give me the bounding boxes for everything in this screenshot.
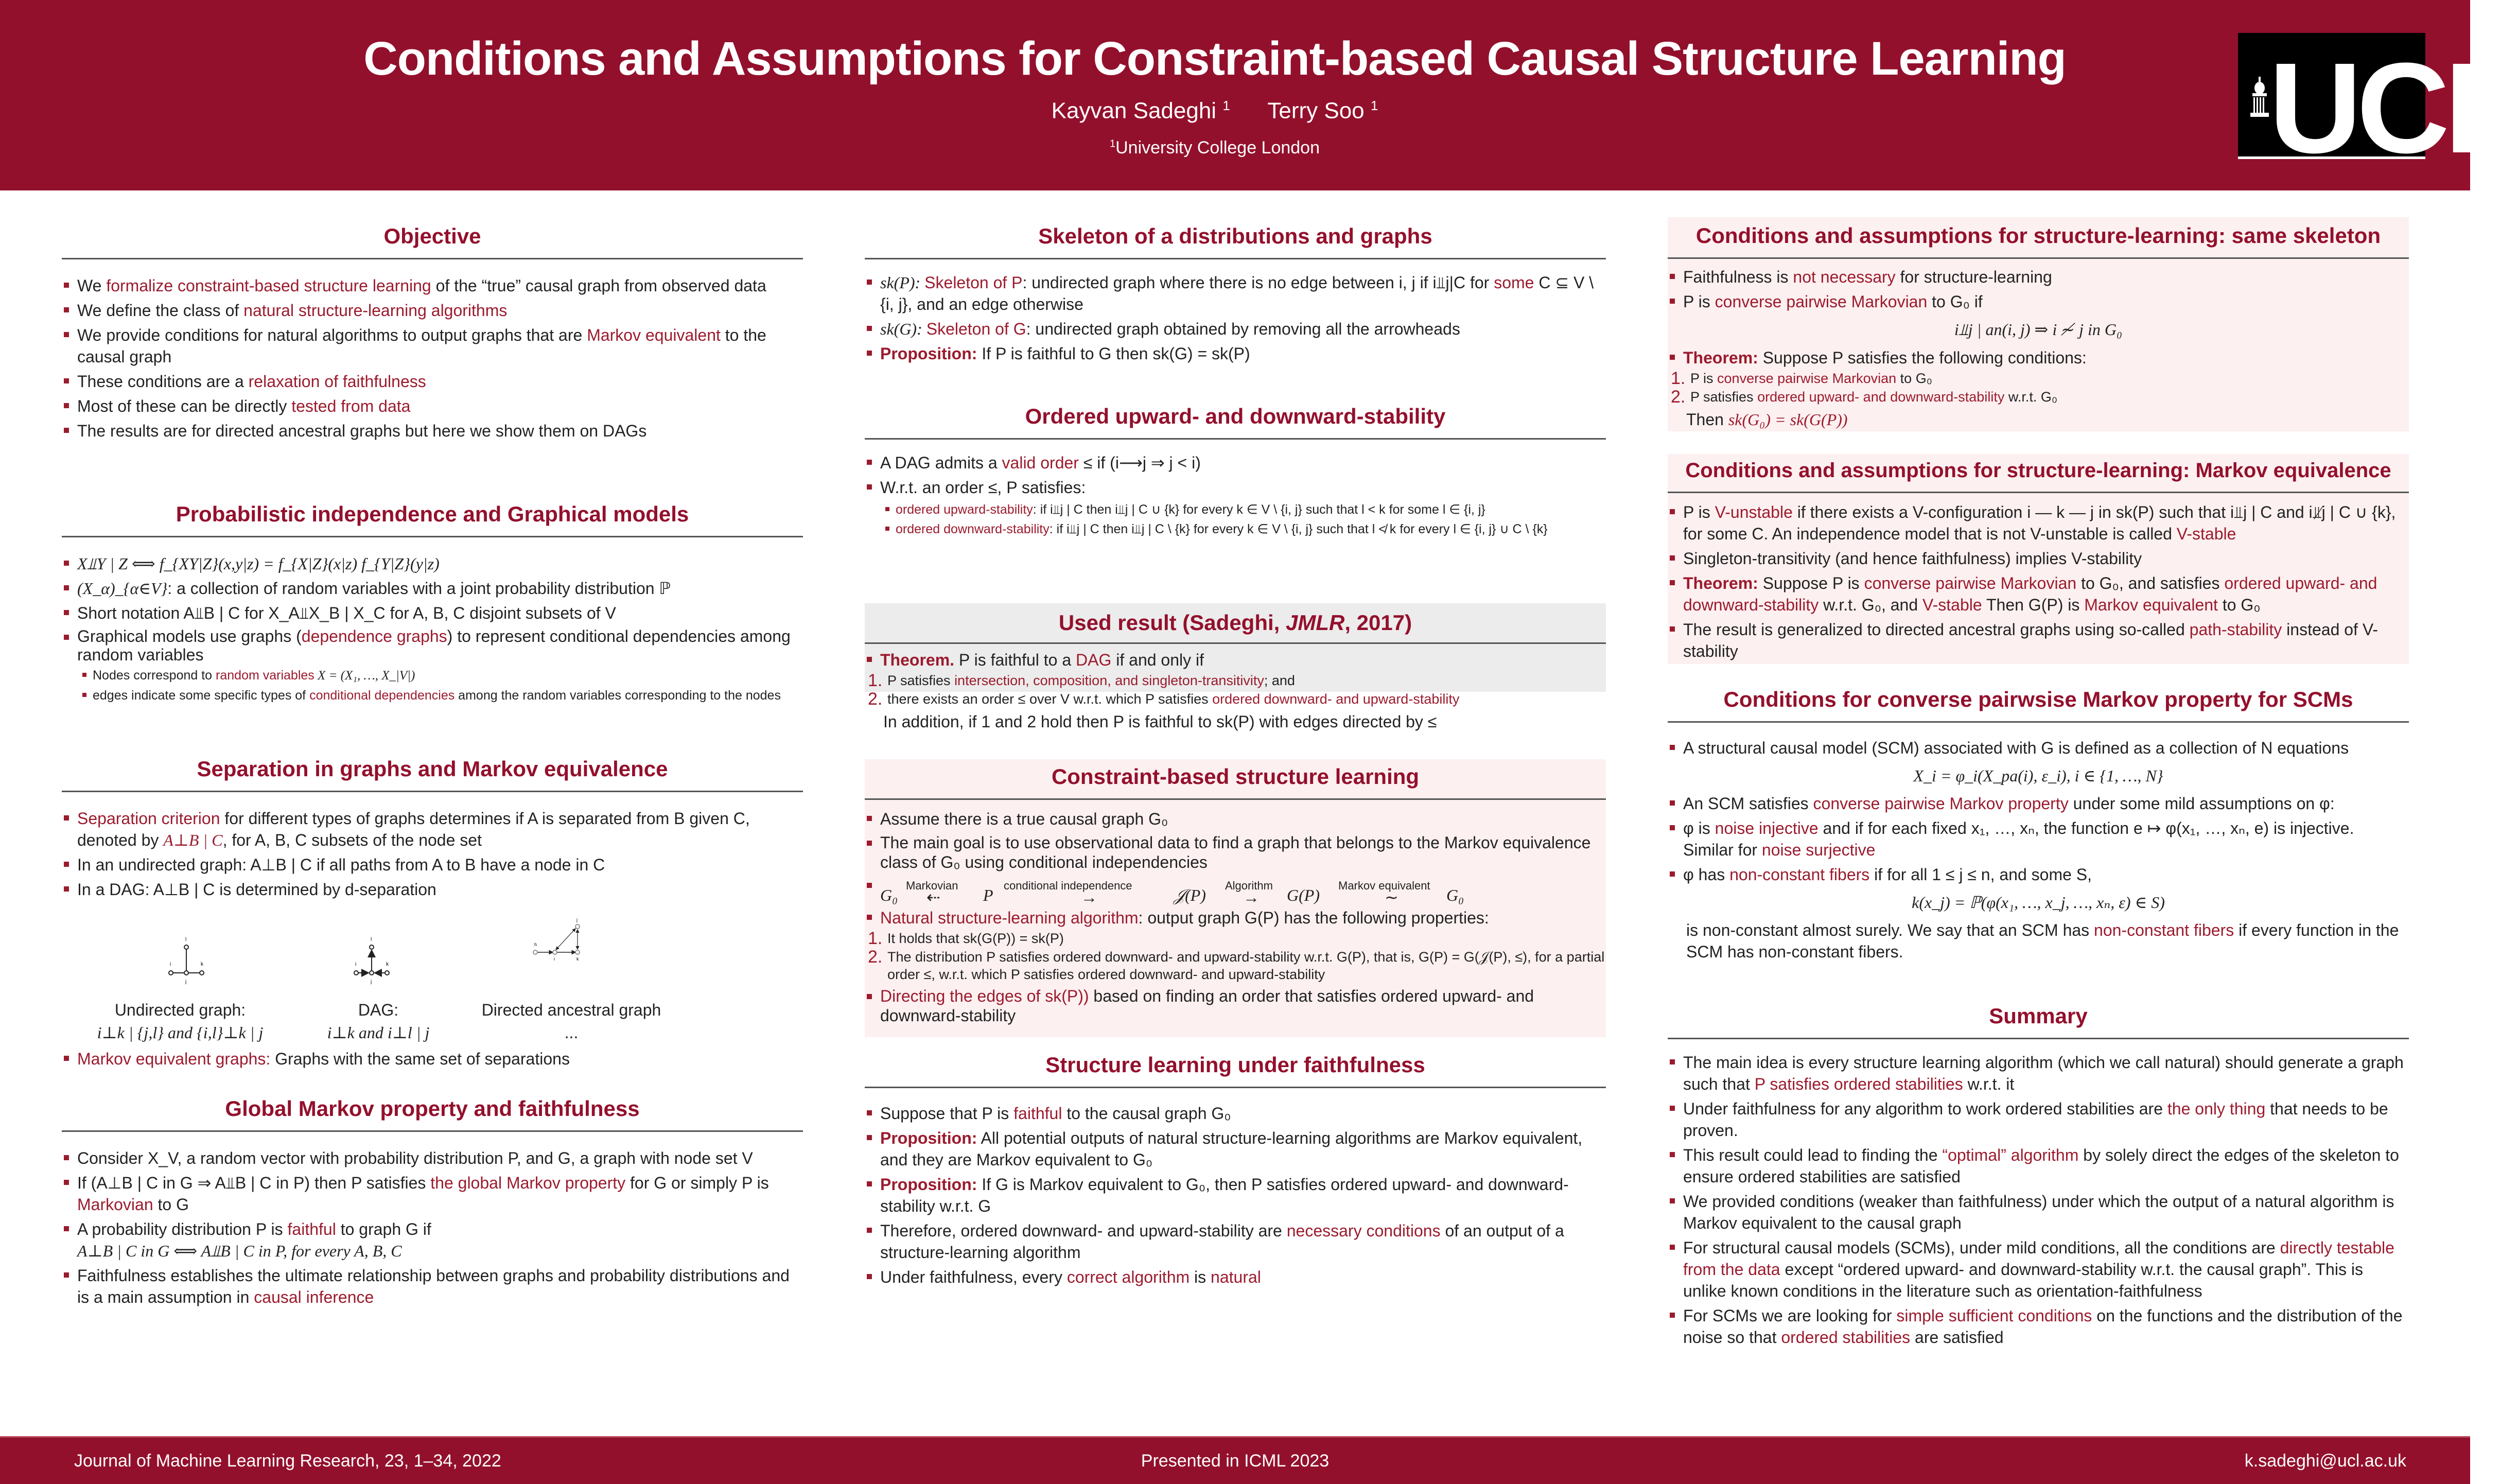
dag-caption: DAG: i⊥k and i⊥l | j [327,1001,430,1042]
list-item: Under faithfulness, every correct algorithm is natural [865,1266,1606,1288]
author-1: Kayvan Sadeghi [1051,98,1217,124]
list-item: Assume there is a true causal graph G₀ [865,808,1606,830]
section-title: Skeleton of a distributions and graphs [865,224,1606,259]
list-item: A probability distribution P is faithful to graph G if A⊥B | C in G ⟺ A⫫B | C in P, for every A, B, C [62,1218,803,1262]
list-item: P is converse pairwise Markovian to G₀ if [1668,291,2409,312]
converse-pairwise-equation: i⫫j | an(i, j) ⇒ i ≁ j in G₀ [1954,320,2123,339]
ucl-logo [2238,33,2518,180]
list-item: The main idea is every structure learning algorithm (which we call natural) should generate a graph such that P satisfies ordered stabilities w.r.t. it [1668,1052,2409,1095]
node-label-j: j [576,917,578,922]
list-subitem: ordered downward-stability: if i⫫j | C then i⫫j | C \ {k} for every k ∈ V \ {i, j} such that l ≮ k for every l ∈ {i, j} ∪ C \ {k} [883,521,1606,537]
list-subitem: Nodes correspond to random variables X = (X₁, …, X_|V|) [80,667,803,684]
list-item: Consider X_V, a random vector with probability distribution P, and G, a graph with node set V [62,1147,803,1169]
authors [0,98,2429,124]
poster-header [0,0,2518,190]
conference-note: Presented in ICML 2023 [1141,1451,1330,1471]
chain-diagram: G₀ Markovian ⇠ P conditional independence → 𝒥(P) Algorithm → G(P) Markov equivalent ∼ G₀ [865,875,1606,904]
section-skeleton [865,224,1606,364]
list-item: φ is noise injective and if for each fixed x₁, …, xₙ, the function e ↦ φ(x₁, …, xₙ, e) is injective. Similar for noise surjective [1668,817,2409,861]
node-j [575,924,580,929]
list-item: For structural causal models (SCMs), under mild conditions, all the conditions are directly testable from the data except “ordered upward- and downward-stability w.r.t. the causal graph”. This is unlike known conditions in the literature such as orientation-faithfulness [1668,1237,2409,1302]
numbered-item: 2. there exists an order ≤ over V w.r.t. which P satisfies ordered downward- and upward-stability [868,689,1460,709]
numbered-item: 1. It holds that sk(G(P)) = sk(P) [868,929,1064,948]
node-i [169,971,173,975]
numbered-item: 1. P satisfies intersection, composition, and singleton-transitivity; and [868,671,1295,690]
list-item: (X_α)_{α∈V}: a collection of random variables with a joint probability distribution ℙ [62,578,803,599]
list-item: Natural structure-learning algorithm: output graph G(P) has the following properties: [865,907,1606,929]
affiliation-name: University College London [1115,138,1320,158]
list-item: Suppose that P is faithful to the causal graph G₀ [865,1103,1606,1124]
list-item: A structural causal model (SCM) associated with G is defined as a collection of N equations [1668,737,2409,759]
logo-text: UCL [2269,36,2518,180]
list-item: X⫫Y | Z ⟺ f_{XY|Z}(x,y|z) = f_{X|Z}(x|z) f_{Y|Z}(y|z) [62,553,803,574]
list-item: is non-constant almost surely. We say that an SCM has non-constant fibers if every function in the SCM has non-constant fibers. [1686,921,2399,961]
list-item: We provided conditions (weaker than faithfulness) under which the output of a natural algorithm is Markov equivalent to the causal graph [1668,1191,2409,1234]
node-l [184,945,188,949]
list-subitem: ordered upward-stability: if i⫫j | C then i⫫j | C ∪ {k} for every k ∈ V \ {i, j} such that l < k for some l ∈ {i, j} [883,501,1606,518]
list-item: We formalize constraint-based structure learning of the “true” causal graph from observed data [62,275,803,296]
list-item: W.r.t. an order ≤, P satisfies: [865,477,1606,498]
list-item: These conditions are a relaxation of faithfulness [62,371,803,392]
node-j [370,971,374,975]
poster-title: Conditions and Assumptions for Constraint-based Causal Structure Learning [363,32,2066,85]
section-used-result [865,603,1606,731]
list-item: A DAG admits a valid order ≤ if (i⟶j ⇒ j < i) [865,452,1606,474]
node-label-i: i [554,956,555,962]
section-title: Conditions and assumptions for structure-learning: same skeleton [1668,223,2409,259]
list-item: φ has non-constant fibers if for all 1 ≤ j ≤ n, and some S, [1668,864,2409,885]
node-label-k: k [386,962,389,967]
list-item: Faithfulness is not necessary for structure-learning [1668,266,2409,288]
section-title: Conditions for converse pairwsise Markov property for SCMs [1668,687,2409,723]
node-label-k: k [576,956,579,962]
node-label-j: j [371,979,372,985]
list-item: We define the class of natural structure-learning algorithms [62,300,803,321]
node-l [370,945,374,949]
list-item: Theorem: Suppose P satisfies the following conditions: [1668,347,2409,369]
ancestral-graph-figure [530,911,592,973]
list-item: If (A⊥B | C in G ⇒ A⫫B | C in P) then P satisfies the global Markov property for G or simply P is Markovian to G [62,1172,803,1215]
section-objective [62,224,803,442]
list-item: Proposition: All potential outputs of natural structure-learning algorithms are Markov equivalent, and they are Markov equivalent to G₀ [865,1127,1606,1171]
list-item: The results are for directed ancestral graphs but here we show them on DAGs [62,420,803,442]
list-item: In a DAG: A⊥B | C is determined by d-separation [62,879,803,900]
list-item: We provide conditions for natural algorithms to output graphs that are Markov equivalent to the causal graph [62,324,803,368]
undirected-graph-figure [165,932,216,988]
numbered-item: 2. The distribution P satisfies ordered downward- and upward-stability w.r.t. G(P), that is, G(P) = G(𝒥(P), ≤), for a partial order ≤, w.r.t. which P satisfies ordered downward- and upward-stability [868,947,1605,982]
portico-icon [2250,77,2269,118]
node-j [184,971,188,975]
list-item: The result is generalized to directed ancestral graphs using so-called path-stability instead of V-stability [1668,619,2409,662]
undirected-graph-caption: Undirected graph: i⊥k | {j,l} and {i,l}⊥k | j [97,1001,264,1042]
fiber-equation: k(x_j) = ℙ(φ(x₁, …, x_j, …, xₙ, ε) ∈ S) [1912,893,2165,912]
list-item: Theorem. P is faithful to a DAG if and only if [865,649,1606,671]
list-item: Therefore, ordered downward- and upward-stability are necessary conditions of an output of a structure-learning algorithm [865,1220,1606,1263]
node-k [200,971,204,975]
list-item: Then sk(G₀) = sk(G(P)) [1686,410,1848,429]
journal-reference: Journal of Machine Learning Research, 23, 1–34, 2022 [74,1451,501,1471]
node-label-h: h [534,942,537,947]
list-item: This result could lead to finding the “optimal” algorithm by solely direct the edges of the skeleton to ensure ordered stabilities are satisfied [1668,1144,2409,1188]
node-label-k: k [201,962,203,967]
section-title: Separation in graphs and Markov equivalence [62,757,803,792]
equivalence-icon: ∼ [1385,888,1398,906]
section-same-skeleton [1668,217,2409,431]
section-title: Objective [62,224,803,259]
list-item: Separation criterion for different types of graphs determines if A is separated from B given C, denoted by A⊥B | C, for A, B, C subsets of the node set [62,808,803,851]
node-label-i: i [355,962,357,967]
list-item: sk(G): Skeleton of G: undirected graph obtained by removing all the arrowheads [865,318,1606,340]
section-faithfulness [865,1053,1606,1288]
numbered-item: 2. P satisfies ordered upward- and downward-stability w.r.t. G₀ [1671,387,2058,407]
list-item: Most of these can be directly tested from data [62,395,803,417]
section-summary [1668,1004,2409,1348]
node-label-i: i [170,962,171,967]
list-item: The main goal is to use observational data to find a graph that belongs to the Markov equivalence class of G₀ using conditional independencies [865,833,1606,872]
list-item: For SCMs we are looking for simple sufficient conditions on the functions and the distribution of the noise so that ordered stabilities are satisfied [1668,1305,2409,1348]
list-item: Graphical models use graphs (dependence graphs) to represent conditional dependencies among random variables [62,627,803,664]
section-title: Global Markov property and faithfulness [62,1096,803,1132]
list-item: P is V-unstable if there exists a V-configuration i — k — j in sk(P) such that i⫫j | C and i⫫̸j | C ∪ {k}, for some C. An independence model that is not V-unstable is called V-stable [1668,501,2409,545]
list-item: Faithfulness establishes the ultimate relationship between graphs and probability distributions and is a main assumption in causal inference [62,1265,803,1308]
section-ordered-stability [865,404,1606,537]
section-global-markov [62,1096,803,1308]
section-constraint-based [865,759,1606,1037]
list-item: sk(P): Skeleton of P: undirected graph where there is no edge between i, j if i⫫j|C for some C ⊆ V \ {i, j}, and an edge otherwise [865,272,1606,315]
node-label-l: l [185,937,187,942]
author-1-affil-mark: 1 [1222,98,1230,113]
poster-footer [0,1436,2470,1484]
arrow-icon: → [1081,888,1097,906]
node-k [575,950,580,954]
node-h [533,950,537,954]
arrow-icon: → [1243,888,1260,906]
list-item: Singleton-transitivity (and hence faithfulness) implies V-stability [1668,548,2409,569]
list-item: Proposition: If G is Markov equivalent to G₀, then P satisfies ordered upward- and downward-stability w.r.t. G [865,1174,1606,1217]
list-item: Markov equivalent graphs: Graphs with the same set of separations [62,1048,803,1070]
list-item: Proposition: If P is faithful to G then sk(G) = sk(P) [865,343,1606,364]
list-item: Under faithfulness for any algorithm to work ordered stabilities are the only thing that needs to be proven. [1668,1098,2409,1141]
list-item: In an undirected graph: A⊥B | C if all paths from A to B have a node in C [62,854,803,876]
section-title: Ordered upward- and downward-stability [865,404,1606,440]
node-i [553,950,557,954]
numbered-item: 1. P is converse pairwise Markovian to G₀ [1671,369,1932,388]
section-markov-equivalence [1668,454,2409,664]
section-title: Probabilistic independence and Graphical models [62,502,803,537]
scm-equation: X_i = φ_i(X_pa(i), ε_i), i ∈ {1, …, N} [1913,766,2163,785]
section-scm-conditions [1668,687,2409,963]
node-k [385,971,389,975]
section-separation [62,757,803,1071]
author-2-affil-mark: 1 [1370,98,1378,113]
node-label-l: l [371,937,372,942]
node-label-j: j [185,979,187,985]
list-item: In addition, if 1 and 2 hold then P is faithful to sk(P) with edges directed by ≤ [883,712,1437,731]
section-title: Summary [1668,1004,2409,1039]
contact-email[interactable]: k.sadeghi@ucl.ac.uk [2244,1451,2406,1471]
list-item: Directing the edges of sk(P)) based on finding an order that satisfies ordered upward- and downward-stability [865,986,1606,1025]
section-title: Constraint-based structure learning [865,764,1606,800]
list-item: Theorem: Suppose P is converse pairwise Markovian to G₀, and satisfies ordered upward- and downward-stability w.r.t. G₀, and V-stable Then G(P) is Markov equivalent to G₀ [1668,572,2409,616]
dashed-arrow-icon: ⇠ [926,888,940,906]
affiliation-mark: 1 [1109,138,1116,150]
dag-figure [350,932,401,988]
section-probabilistic-independence [62,502,803,704]
ancestral-graph-caption: Directed ancestral graph ... [481,1001,661,1042]
list-item: An SCM satisfies converse pairwise Markov property under some mild assumptions on φ: [1668,793,2409,814]
author-2: Terry Soo [1267,98,1365,124]
list-item: Short notation A⫫B | C for X_A⫫X_B | X_C for A, B, C disjoint subsets of V [62,602,803,624]
list-subitem: edges indicate some specific types of conditional dependencies among the random variables corresponding to the nodes [80,687,803,704]
section-title: Conditions and assumptions for structure-learning: Markov equivalence [1668,459,2409,493]
affiliation [0,138,2429,158]
section-title: Used result (Sadeghi, JMLR, 2017) [865,610,1606,644]
node-i [354,971,358,975]
section-title: Structure learning under faithfulness [865,1053,1606,1088]
